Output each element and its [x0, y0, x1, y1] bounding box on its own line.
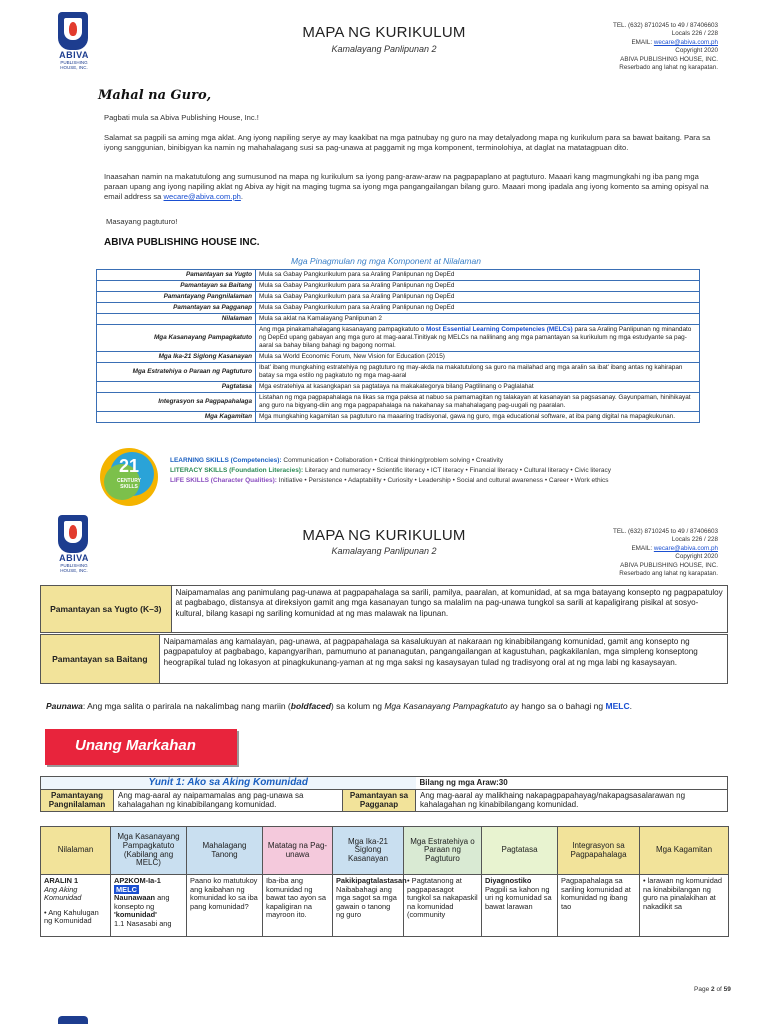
- paunawa-note: Paunawa: Ang mga salita o parirala na nakalimbag nang mariin (boldfaced) sa kolum ng Mga Kasanayang Pampagkatuto ay hango sa o bahagi ng MELC.: [46, 701, 632, 711]
- skills-list: LEARNING SKILLS (Competencies): Communication • Collaboration • Critical thinking/problem solving • Creativity LITERACY SKILLS (Foundation Literacies): Literacy and numeracy • Scientific literacy • ICT literacy • Financial literacy • Cultural literacy • Civic literacy LIFE SKILLS (Character Qualities): Initiative • Persistence • Adaptability • Curiosity • Leadership • Social and cultural awareness • Career • Work ethics: [170, 457, 611, 484]
- baitang-text: Naipamamalas ang kamalayan, pag-unawa, at pagpapahalaga sa kasalukuyan at nakaraan ng kinabibilangang komunidad, gamit ang konsepto ng pagpapatuloy at pagbabago, kapangyarihan, pamumuno at pananagutan, pangangailangan at kagustuhan, pagkakilanlan, mga simpleng konseptong heograpikal tulad ng lokasyon at pinagkukunang-yaman at ng mga saksi ng kasaysayan tulad ng tradisyong oral at ng mga labi ng kasaysayan.: [163, 637, 698, 667]
- email-link[interactable]: wecare@abiva.com.ph: [653, 544, 718, 552]
- table-row: Integrasyon sa Pagpapahalaga Listahan ng mga pagpapahalaga na likas sa mga paksa at nabuo sa pamamagitan ng talakayan at kasanayan sa pagsasanay. Gayunpaman, hinihikayat ang guro na bigyang-diin ang mga pagpapahalaga na nakahanay sa mahahalagang pag-uugali ng paaralan.: [97, 393, 700, 412]
- table-header-row: Nilalaman Mga Kasanayang Pampagkatuto (Kabilang ang MELC) Mahalagang Tanong Matatag na Pag-unawa Mga Ika-21 Siglong Kasanayan Mga Estratehiya o Paraan ng Pagtuturo Pagtatasa Integrasyon sa Pagpapahalaga Mga Kagamitan: [41, 827, 729, 875]
- contact-block: TEL. (632) 8710245 to 49 / 87406603 Locals 226 / 228 EMAIL: wecare@abiva.com.ph Copyright 2020 ABIVA PUBLISHING HOUSE, INC. Reserbado ang lahat ng karapatan.: [612, 528, 718, 578]
- table-row: Pamantayan sa Yugto Mula sa Gabay Pangkurikulum para sa Araling Panlipunan ng DepEd: [97, 270, 700, 281]
- components-table: [96, 269, 700, 423]
- unit-table: Yunit 1: Ako sa Aking Komunidad Bilang ng mga Araw:30 Pamantayang Pangnilalaman Ang mag-aaral ay naipamamalas ang pag-unawa sa kahalagahan ng kinabibilangang komunidad. Pamantayan sa Pagganap Ang mag-aaral ay malikhaing nakapagpapahayag/nakapagsasalarawan ng kahalagahan ng kinabibilangang komunidad.: [40, 776, 728, 812]
- yugto-text: Naipamamalas ang panimulang pag-unawa at pagpapahalaga sa sarili, pamilya, paaralan, at komunidad, at sa mga batayang konsepto ng pagpapatuloy at pagbabago, distansya at direksiyon gamit ang mga kasanayan tungo sa malalim na pag-unawa tungkol sa sarili at kapaligirang pisikal at sosyo-kultural, bilang kasapi ng sariling komunidad at ng mas malawak na lipunan.: [175, 588, 723, 618]
- table-row: Pagtatasa Mga estratehiya at kasangkapan sa pagtataya na makakategorya bilang Pagtilinang o Paglalahat: [97, 382, 700, 393]
- page-title: MAPA NG KURIKULUM: [302, 24, 466, 41]
- email-link[interactable]: wecare@abiva.com.ph: [653, 38, 718, 46]
- flame-icon: [69, 525, 77, 539]
- greeting: Pagbati mula sa Abiva Publishing House, Inc.!: [104, 113, 259, 122]
- table-row: Mga Ika-21 Siglong Kasanayan Mula sa World Economic Forum, New Vision for Education (2015): [97, 352, 700, 363]
- salutation: Mahal na Guro,: [98, 88, 212, 103]
- table-row: Pamantayan sa Baitang Mula sa Gabay Pangkurikulum para sa Araling Panlipunan ng DepEd: [97, 281, 700, 292]
- 21st-century-skills-logo: 21 CENTURY SKILLS: [100, 448, 158, 506]
- yugto-label: Pamantayan sa Yugto (K–3): [41, 586, 172, 632]
- table-row: Pamantayan sa Pagganap Mula sa Gabay Pangkurikulum para sa Araling Panlipunan ng DepEd: [97, 303, 700, 314]
- paragraph-2: Inaasahan namin na makatutulong ang sumusunod na mapa ng kurikulum sa iyong pang-araw-araw na pagpapaplano at pagtuturo. Maaari kang magmungkahi ng iba pang mga paraan upang ang iyong napiling aklat ng Abiva ay higit na maging tugma sa iyong mga pangangailangan bilang guro. Maaari mong ipadala ang iyong komento sa aming opisyal na email address sa wecare@abiva.com.ph.: [104, 172, 709, 201]
- pamantayan-sa-baitang: [40, 634, 728, 684]
- table-row: Nilalaman Mula sa aklat na Kamalayang Panlipunan 2: [97, 314, 700, 325]
- quarter-banner: Unang Markahan: [45, 729, 237, 765]
- email-link[interactable]: wecare@abiva.com.ph: [163, 192, 241, 201]
- table-row: Mga Kagamitan Mga mungkahing kagamitan sa pagtuturo na maaaring tradisyonal, gawa ng guro, mga educational software, at iba pang digital na mapagkukunan.: [97, 412, 700, 423]
- header-kasanayan: Mga Kasanayang Pampagkatuto (Kabilang ang MELC): [111, 827, 187, 875]
- page-number: Page 2 of 59: [694, 986, 731, 993]
- table-row: Mga Kasanayang Pampagkatuto Ang mga pinakamahalagang kasanayang pampagkatuto o Most Essential Learning Competencies (MELCs) para sa Araling Panlipunan ng minandato ng DepEd upang gabayan ang mga guro at mag-aaral.Tinitiyak ng MELCs na nalilinang ang mga pamantayan sa kurikulum ng mga estudyante sa pag-aaral sa bahay bilang bahagi ng bagong normal.: [97, 325, 700, 352]
- baitang-label: Pamantayan sa Baitang: [41, 635, 160, 683]
- abiva-logo: ABIVA PUBLISHING HOUSE, INC.: [54, 515, 94, 575]
- paragraph-1: Salamat sa pagpili sa aming mga aklat. Ang iyong napiling serye ay may kaakibat na mga patnubay ng guro na may detalyadong mapa ng kurikulum para sa bawat baitang. Para sa iyong sanggunian, binibigyan ka namin ng mahahalagang susi sa pag-unawa at paggamit ng mga komponent, terminolohiya, at daglat na matatagpuan dito.: [104, 133, 711, 152]
- page-title: MAPA NG KURIKULUM: [302, 527, 466, 544]
- pamantayan-sa-yugto: [40, 585, 728, 633]
- unit-title: Yunit 1: Ako sa Aking Komunidad: [41, 777, 416, 790]
- table-row: ARALIN 1 Ang Aking Komunidad • Ang Kahulugan ng Komunidad AP2KOM-Ia-1 MELC Naunawaan ang konsepto ng 'komunidad' 1.1 Nasasabi ang Paano ko matutukoy ang kaibahan ng komunidad ko sa iba pang komunidad? Iba-iba ang komunidad ng bawat tao ayon sa kapaligiran na mayroon ito. Pakikipagtalastasan Naibabahagi ang mga sagot sa mga gawain o tanong ng guro • Pagtatanong at pagpapasagot tungkol sa nakapaskil na komunidad (community Diyagnostiko Pagpili sa kahon ng uri ng komunidad sa bawat larawan Pagpapahalaga sa sariling komunidad at komunidad ng ibang tao • larawan ng komunidad na kinabibilangan ng guro na pinalakihan at nakadikit sa: [41, 875, 729, 937]
- melc-badge: MELC: [116, 884, 137, 894]
- closing: Masayang pagtuturo!: [106, 217, 178, 226]
- publisher-name: ABIVA PUBLISHING HOUSE INC.: [104, 237, 260, 248]
- page-subtitle: Kamalayang Panlipunan 2: [331, 44, 437, 54]
- page-subtitle: Kamalayang Panlipunan 2: [331, 546, 437, 556]
- components-title: Mga Pinagmulan ng mga Komponent at Nilalaman: [291, 256, 481, 266]
- flame-icon: [69, 22, 77, 36]
- table-row: Pamantayang Pangnilalaman Mula sa Gabay Pangkurikulum para sa Araling Panlipunan ng DepEd: [97, 292, 700, 303]
- abiva-logo-partial: [54, 1016, 94, 1024]
- contact-block: TEL. (632) 8710245 to 49 / 87406603 Locals 226 / 228 EMAIL: wecare@abiva.com.ph Copyright 2020 ABIVA PUBLISHING HOUSE, INC. Reserbado ang lahat ng karapatan.: [612, 22, 718, 72]
- abiva-logo: ABIVA PUBLISHING HOUSE, INC.: [54, 12, 94, 72]
- curriculum-grid: [40, 826, 729, 937]
- table-row: Mga Estratehiya o Paraan ng Pagtuturo Ibat' ibang mungkahing estratehiya ng pagtuturo ng may-akda na makatutulong sa guro na mailahad ang mga aralin sa ibat' ibang antas ng kahirapan batay sa mga estilo ng pagkatuto ng mga mag-aaral: [97, 363, 700, 382]
